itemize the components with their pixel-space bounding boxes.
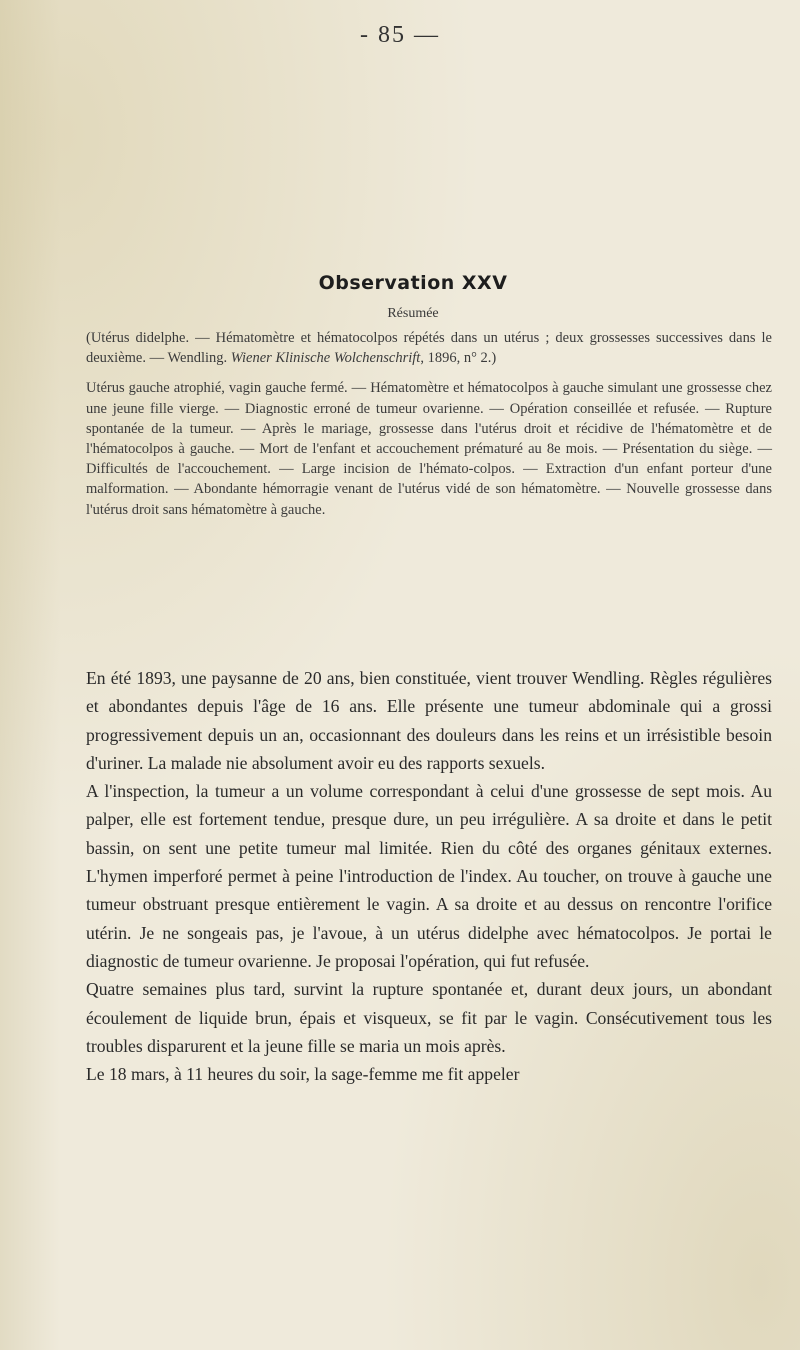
observation-subtitle: Résumée bbox=[387, 306, 439, 321]
case-narrative bbox=[86, 664, 772, 1088]
summary-intro bbox=[86, 328, 772, 368]
paragraph: Quatre semaines plus tard, survint la rupture spontanée et, durant deux jours, un abondant écoulement de liquide brun, épais et visqueux, se fit par le vagin. Consécutivement tous les troubles disparurent et la jeune fille se maria un mois après. bbox=[86, 979, 772, 1056]
journal-reference: Wiener Klinische Wolchenschrift bbox=[230, 350, 421, 367]
paragraph: A l'inspection, la tumeur a un volume correspondant à celui d'une grossesse de sept mois. Au palper, elle est fortement tendue, presque dure, un peu irrégulière. A sa droite et dans le petit bassin, on sent une petite tumeur mal limitée. Rien du côté des organes génitaux externes. L'hymen imperforé permet à peine l'introduction de l'index. Au toucher, on trouve à gauche une tumeur obstruant presque entièrement le vagin. A sa droite et au dessus on rencontre l'orifice utérin. Je ne songeais pas, je l'avoue, à un utérus didelphe avec hématocolpos. Je portai le diagnostic de tumeur ovarienne. Je proposai l'opération, qui fut refusée. bbox=[86, 781, 772, 971]
observation-title: Observation XXV bbox=[318, 272, 508, 294]
paragraph: En été 1893, une paysanne de 20 ans, bien constituée, vient trouver Wendling. Règles régulières et abondantes depuis l'âge de 16 ans. Elle présente une tumeur abdominale qui a grossi progressivement depuis un an, occasionnant des douleurs dans les reins et un irrésistible besoin d'uriner. La malade nie absolument avoir eu des rapports sexuels. bbox=[86, 668, 772, 773]
summary-intro-text: (Utérus didelphe. — Hématomètre et hématocolpos répétés dans un utérus ; deux grossesses successives dans le deuxième. — Wendling. bbox=[86, 330, 772, 367]
summary-intro-citation: , 1896, n° 2.) bbox=[420, 350, 497, 367]
page-number: - 85 — bbox=[360, 22, 440, 48]
paragraph: Le 18 mars, à 11 heures du soir, la sage-femme me fit appeler bbox=[86, 1064, 520, 1085]
summary-body: Utérus gauche atrophié, vagin gauche fermé. — Hématomètre et hématocolpos à gauche simulant une grossesse chez une jeune fille vierge. — Diagnostic erroné de tumeur ovarienne. — Opération conseillée et refusée. — Rupture spontanée de la tumeur. — Après le mariage, grossesse dans l'utérus droit et récidive de l'hématomètre et de l'hématocolpos à gauche. — Mort de l'enfant et accouchement prématuré au 8e mois. — Présentation du siège. — Difficultés de l'accouchement. — Large incision de l'hémato-colpos. — Extraction d'un enfant porteur d'une malformation. — Abondante hémorragie venant de l'utérus vidé de son hématomètre. — Nouvelle grossesse dans l'utérus droit sans hématomètre à gauche. bbox=[86, 380, 772, 518]
observation-summary bbox=[86, 328, 772, 520]
